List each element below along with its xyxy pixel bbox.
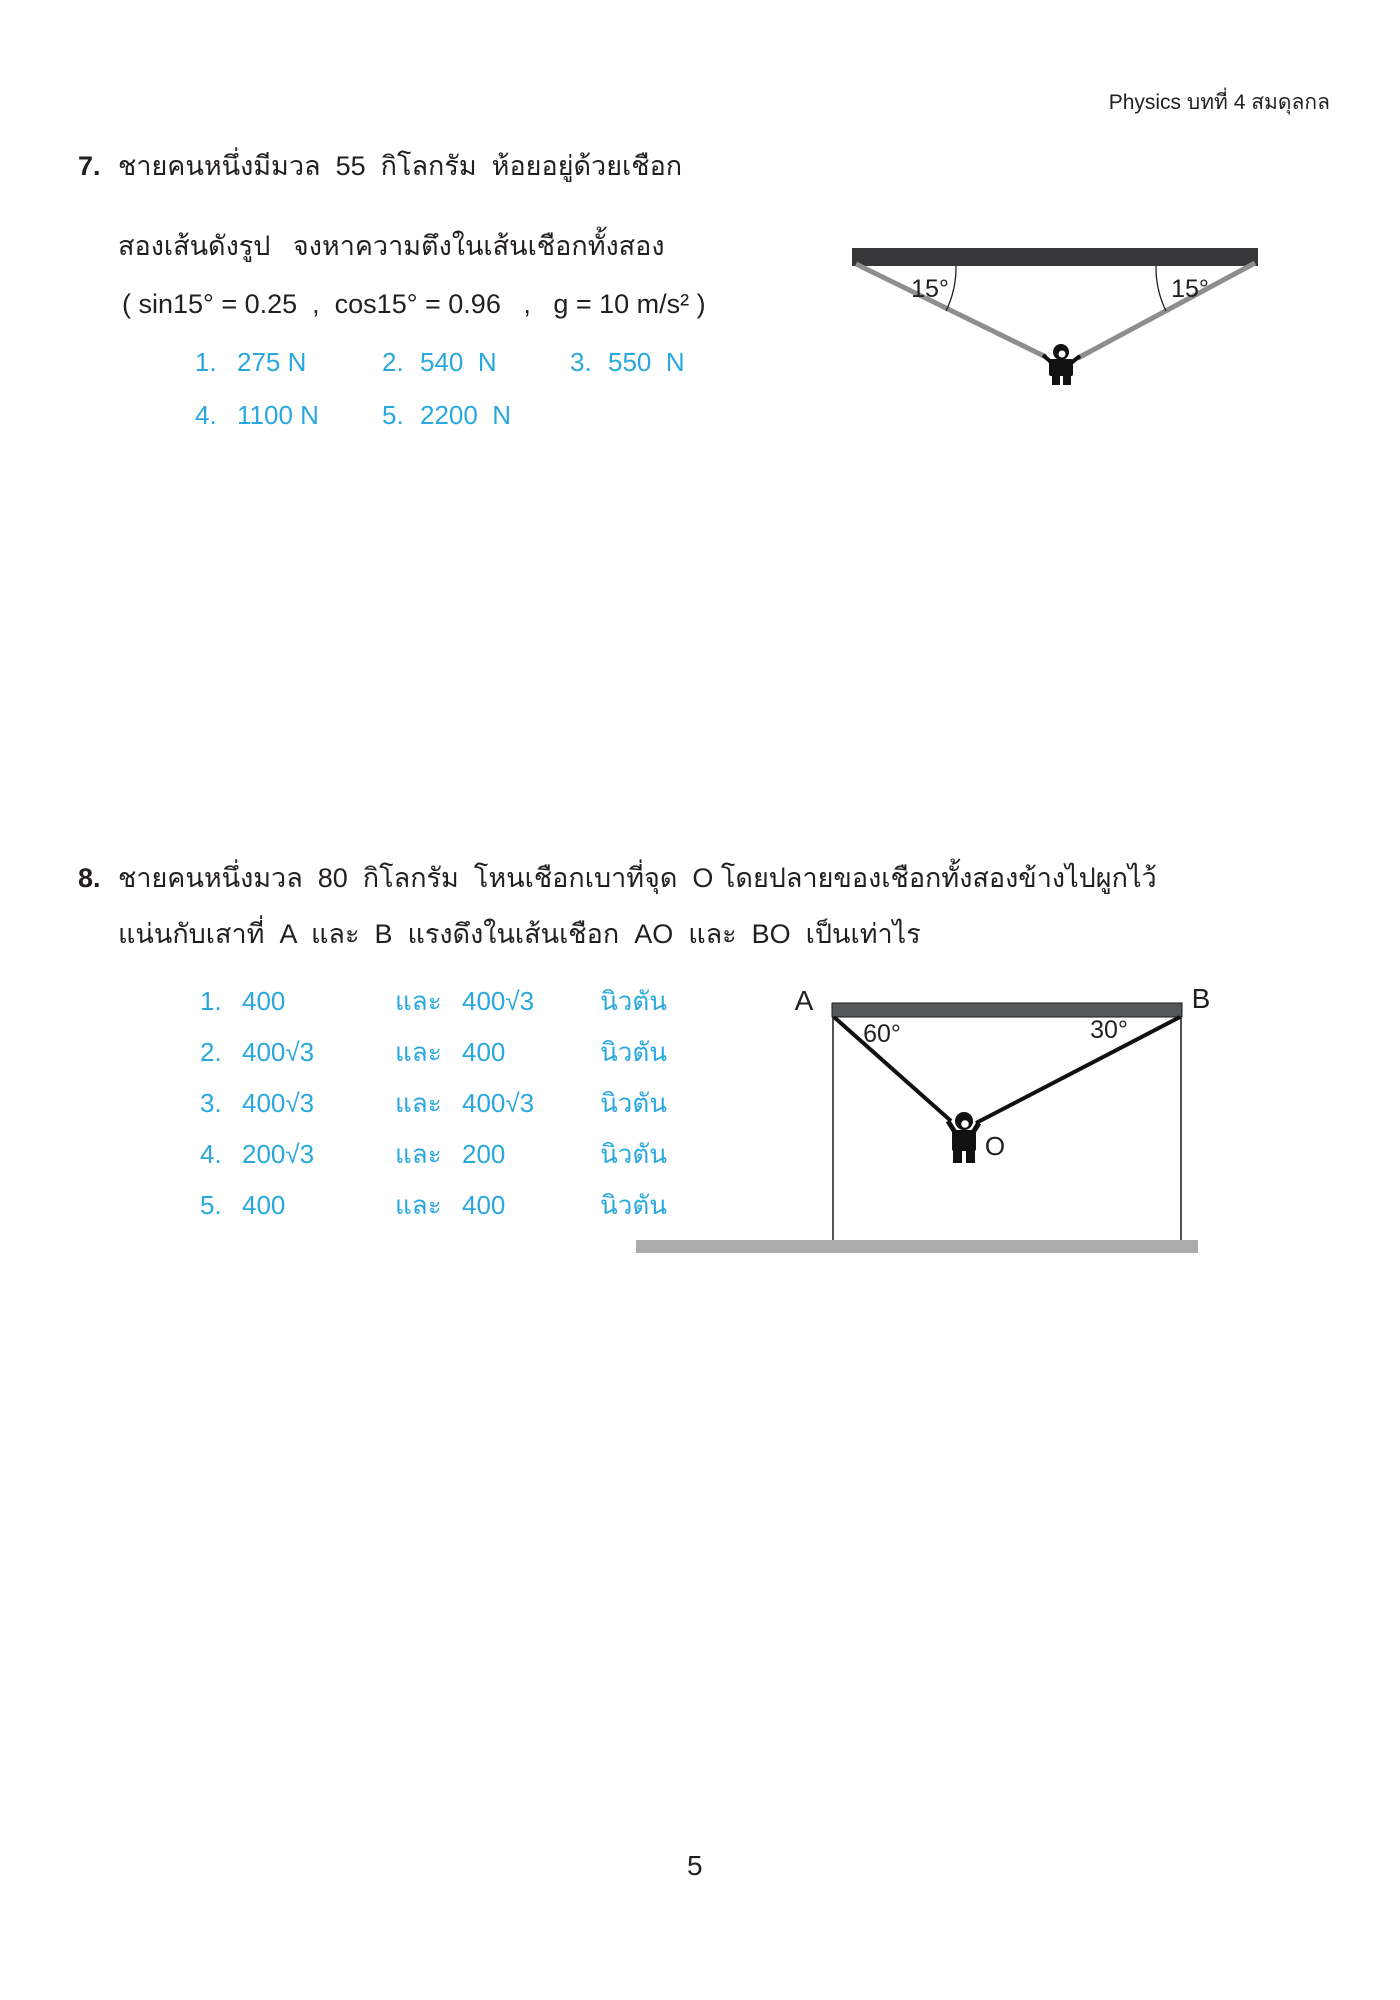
- q8-person-icon: [948, 1112, 979, 1163]
- q8-option-number: 4.: [200, 1139, 222, 1169]
- q7-line-1: ชายคนหนึ่งมีมวล 55 กิโลกรัม ห้อยอยู่ด้วยเชือก: [118, 151, 683, 181]
- q7-angle-label-right: 15°: [1171, 275, 1209, 303]
- q8-angle-label-60: 60°: [863, 1020, 901, 1048]
- q8-number: 8.: [78, 863, 101, 893]
- page-header-title: Physics บทที่ 4 สมดุลกล: [1108, 91, 1330, 114]
- q8-option-number: 3.: [200, 1088, 222, 1118]
- q7-person-icon: [1043, 344, 1080, 385]
- q8-diagram: [620, 960, 1340, 1270]
- q8-line-1: ชายคนหนึ่งมวล 80 กิโลกรัม โหนเชือกเบาที่จุด O โดยปลายของเชือกทั้งสองข้างไปผูกไว้: [118, 863, 1157, 893]
- q7-angle-arc-right: [1156, 266, 1166, 311]
- q8-option-second: 400: [462, 1190, 506, 1220]
- q7-rope-left: [856, 264, 1046, 357]
- q8-angle-label-30: 30°: [1090, 1016, 1128, 1044]
- q8-option-conj: และ: [395, 986, 442, 1016]
- q8-option-conj: และ: [395, 1088, 442, 1118]
- q8-line-2: แน่นกับเสาที่ A และ B แรงดึงในเส้นเชือก AO และ BO เป็นเท่าไร: [118, 919, 921, 949]
- q7-number: 7.: [78, 151, 101, 181]
- q8-option-second: 200: [462, 1139, 506, 1169]
- q8-option-unit: นิวตัน: [600, 1088, 668, 1118]
- q7-option-value: 1100 N: [237, 400, 319, 430]
- q8-option-unit: นิวตัน: [600, 1190, 668, 1220]
- q7-option-number: 5.: [382, 400, 404, 430]
- q7-option-number: 3.: [570, 347, 592, 377]
- q8-label-b: B: [1191, 983, 1211, 1014]
- q8-top-beam: [832, 1003, 1182, 1017]
- q8-option-unit: นิวตัน: [600, 1037, 668, 1067]
- q8-option-first: 400: [242, 1190, 286, 1220]
- q8-option-first: 200√3: [242, 1139, 315, 1169]
- q7-angle-label-left: 15°: [911, 275, 949, 303]
- q8-option-first: 400: [242, 986, 286, 1016]
- q8-option-conj: และ: [395, 1037, 442, 1067]
- q8-option-conj: และ: [395, 1139, 442, 1169]
- q7-option-value: 275 N: [237, 347, 307, 377]
- q7-diagram: [640, 170, 1340, 430]
- q8-option-first: 400√3: [242, 1088, 315, 1118]
- q8-option-number: 1.: [200, 986, 222, 1016]
- q7-option-value: 550 N: [608, 347, 685, 377]
- q8-option-second: 400√3: [462, 986, 535, 1016]
- q8-option-second: 400√3: [462, 1088, 535, 1118]
- q8-option-number: 5.: [200, 1190, 222, 1220]
- q8-option-conj: และ: [395, 1190, 442, 1220]
- q7-option-value: 540 N: [420, 347, 497, 377]
- q7-option-number: 4.: [195, 400, 217, 430]
- q8-option-first: 400√3: [242, 1037, 315, 1067]
- page-number: 5: [687, 1850, 703, 1881]
- q8-option-second: 400: [462, 1037, 506, 1067]
- q7-line-3: ( sin15° = 0.25 , cos15° = 0.96 , g = 10 m/s² ): [122, 289, 706, 319]
- q8-label-a: A: [794, 985, 814, 1016]
- q7-ceiling-bar: [852, 248, 1258, 266]
- q8-option-unit: นิวตัน: [600, 986, 668, 1016]
- q7-line-2: สองเส้นดังรูป จงหาความตึงในเส้นเชือกทั้งสอง: [118, 231, 665, 261]
- q8-ground: [636, 1240, 1198, 1253]
- q7-rope-right: [1078, 263, 1255, 358]
- q8-rope-bo: [976, 1017, 1180, 1123]
- q8-point-o-label: O: [984, 1131, 1006, 1161]
- q7-option-number: 1.: [195, 347, 217, 377]
- q8-option-number: 2.: [200, 1037, 222, 1067]
- q7-option-value: 2200 N: [420, 400, 512, 430]
- q8-option-unit: นิวตัน: [600, 1139, 668, 1169]
- q7-option-number: 2.: [382, 347, 404, 377]
